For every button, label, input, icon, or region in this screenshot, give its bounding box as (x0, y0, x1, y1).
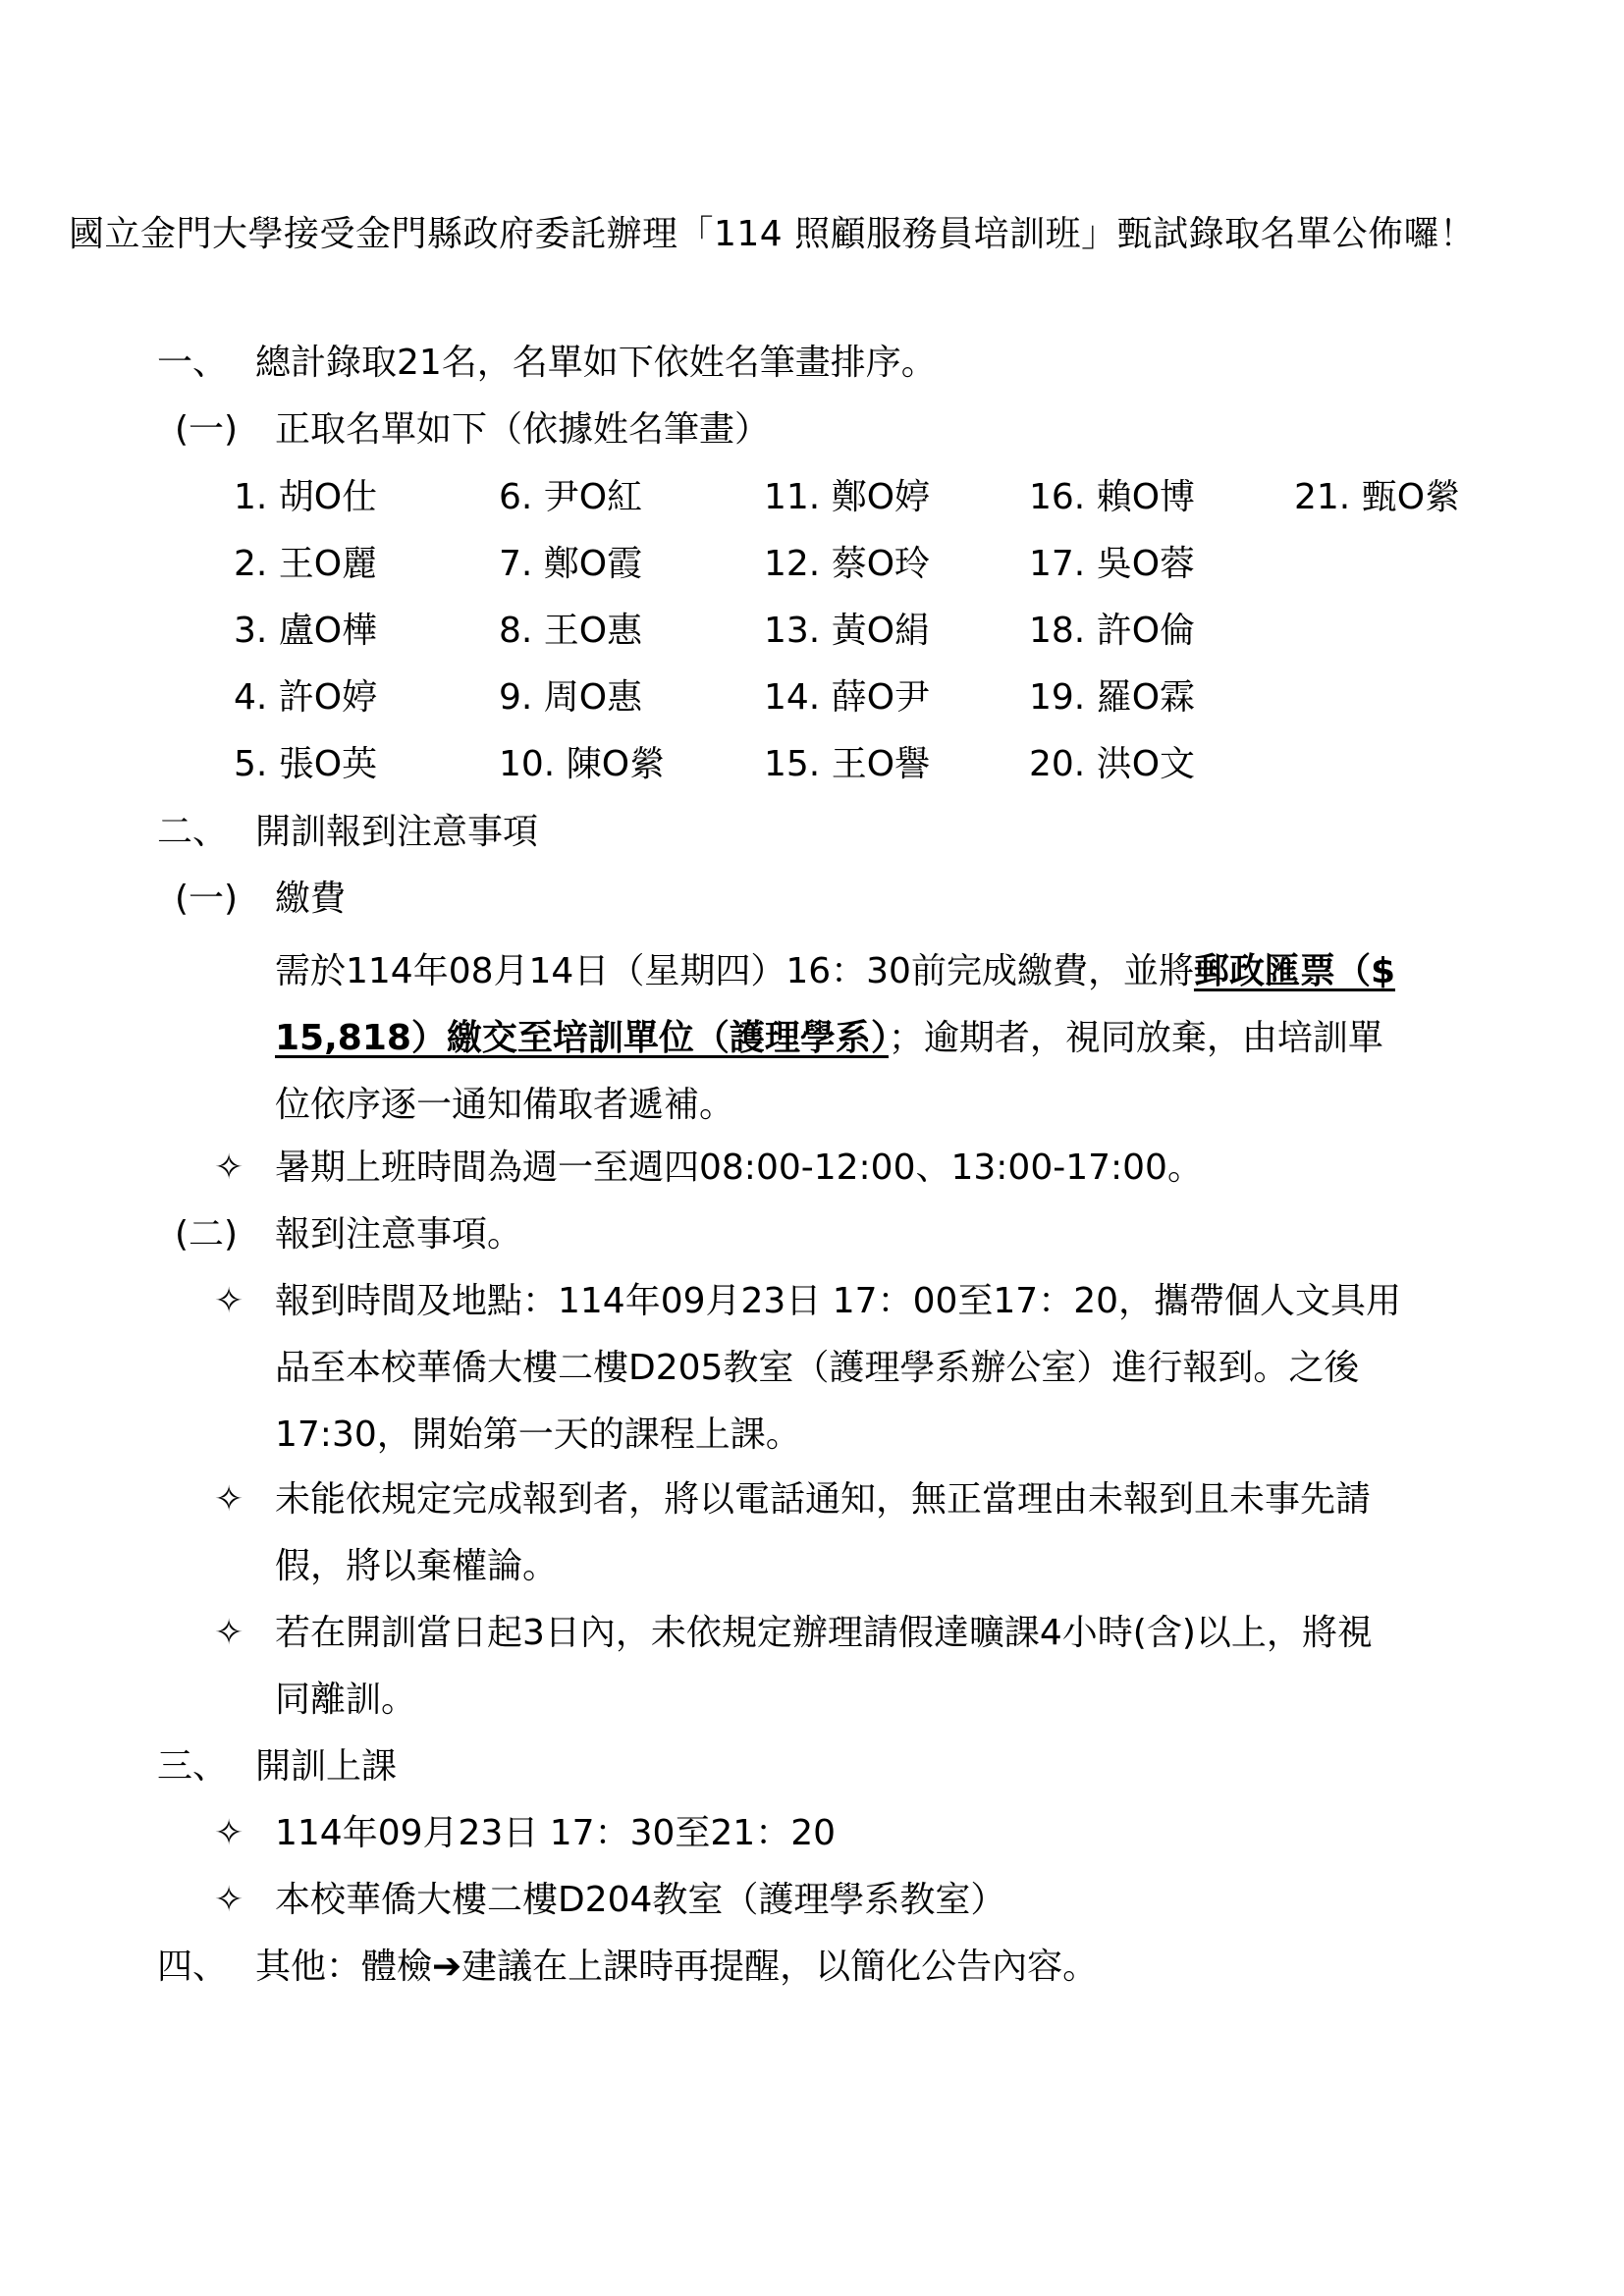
bullet-icon: ✧ (214, 1148, 244, 1188)
section-3-text: 開訓上課 (255, 1746, 398, 1787)
bullet-icon: ✧ (214, 1479, 244, 1520)
absence-line-1: 未能依規定完成報到者，將以電話通知，無正當理由未報到且未事先請 (275, 1479, 1372, 1520)
admission-name-entry: 12. 蔡O玲 (764, 544, 931, 584)
checkin-line-1: 報到時間及地點：114年09月23日 17：00至17：20，攜帶個人文具用 (275, 1281, 1402, 1321)
payment-line-2-text: ；逾期者，視同放棄，由培訓單 (888, 1018, 1383, 1058)
office-hours-note: 暑期上班時間為週一至週四08:00-12:00、13:00-17:00。 (275, 1148, 1203, 1188)
section-4-text: 其他：體檢➔建議在上課時再提醒，以簡化公告內容。 (255, 1947, 1099, 1987)
section-3-number: 三、 (157, 1746, 229, 1787)
admission-name-entry: 11. 鄭O婷 (764, 477, 931, 517)
section-1-sub-text: 正取名單如下（依據姓名筆畫） (275, 409, 771, 450)
admission-name-entry: 1. 胡O仕 (234, 477, 378, 517)
admission-name-entry: 16. 賴O博 (1029, 477, 1196, 517)
bullet-icon: ✧ (214, 1281, 244, 1321)
section-2-text: 開訓報到注意事項 (255, 812, 539, 852)
absence-line-2: 假，將以棄權論。 (275, 1546, 559, 1586)
payment-money-order-emphasis: 郵政匯票（$ (1193, 951, 1396, 991)
class-time: 114年09月23日 17：30至21：20 (275, 1813, 837, 1853)
admission-name-entry: 14. 薛O尹 (764, 677, 931, 718)
section-1-sub-number: (一) (175, 409, 239, 450)
bullet-icon: ✧ (214, 1613, 244, 1653)
section-1-number: 一、 (157, 343, 229, 383)
payment-line-3: 位依序逐一通知備取者遞補。 (275, 1085, 735, 1125)
leave-line-1: 若在開訓當日起3日內，未依規定辦理請假達曠課4小時(含)以上，將視 (275, 1613, 1373, 1653)
admission-name-entry: 10. 陳O縈 (499, 744, 666, 784)
admission-name-entry: 18. 許O倫 (1029, 611, 1196, 651)
absence-paragraph (275, 1467, 1371, 1600)
payment-line-1 (275, 938, 1395, 1005)
section-4-number: 四、 (157, 1947, 229, 1987)
admission-name-entry: 19. 羅O霖 (1029, 677, 1196, 718)
payment-paragraph (275, 938, 1395, 1139)
admission-name-entry: 2. 王O麗 (234, 544, 378, 584)
section-2-sub-1-number: (一) (175, 879, 239, 919)
bullet-icon: ✧ (214, 1813, 244, 1853)
section-2-number: 二、 (157, 812, 229, 852)
page-title: 國立金門大學接受金門縣政府委託辦理「114 照顧服務員培訓班」甄試錄取名單公佈囉！ (69, 214, 1476, 254)
admission-name-entry: 7. 鄭O霞 (499, 544, 643, 584)
admission-name-entry: 13. 黃O絹 (764, 611, 931, 651)
section-1-text: 總計錄取21名，名單如下依姓名筆畫排序。 (255, 343, 937, 383)
admission-name-entry: 5. 張O英 (234, 744, 378, 784)
payment-line-1-text: 需於114年08月14日（星期四）16：30前完成繳費，並將 (275, 951, 1194, 991)
admission-name-entry: 3. 盧O樺 (234, 611, 378, 651)
bullet-icon: ✧ (214, 1880, 244, 1920)
checkin-line-2: 品至本校華僑大樓二樓D205教室（護理學系辦公室）進行報到。之後 (275, 1348, 1360, 1388)
admission-name-entry: 8. 王O惠 (499, 611, 643, 651)
payment-line-2 (275, 1005, 1395, 1072)
checkin-line-3: 17:30，開始第一天的課程上課。 (275, 1415, 801, 1455)
admission-name-entry: 20. 洪O文 (1029, 744, 1196, 784)
admission-name-entry: 9. 周O惠 (499, 677, 643, 718)
leave-paragraph (275, 1600, 1373, 1734)
admission-name-entry: 6. 尹O紅 (499, 477, 643, 517)
section-2-sub-2-text: 報到注意事項。 (275, 1214, 523, 1255)
checkin-paragraph (275, 1268, 1401, 1468)
class-location: 本校華僑大樓二樓D204教室（護理學系教室） (275, 1880, 1006, 1920)
leave-line-2: 同離訓。 (275, 1680, 417, 1720)
section-2-sub-2-number: (二) (175, 1214, 239, 1255)
admission-name-entry: 21. 甄O縈 (1294, 477, 1461, 517)
admission-name-entry: 17. 吳O蓉 (1029, 544, 1196, 584)
admission-name-entry: 15. 王O譽 (764, 744, 931, 784)
section-2-sub-1-text: 繳費 (275, 879, 347, 919)
payment-amount-emphasis: 15,818）繳交至培訓單位（護理學系） (275, 1018, 889, 1058)
admission-name-entry: 4. 許O婷 (234, 677, 378, 718)
